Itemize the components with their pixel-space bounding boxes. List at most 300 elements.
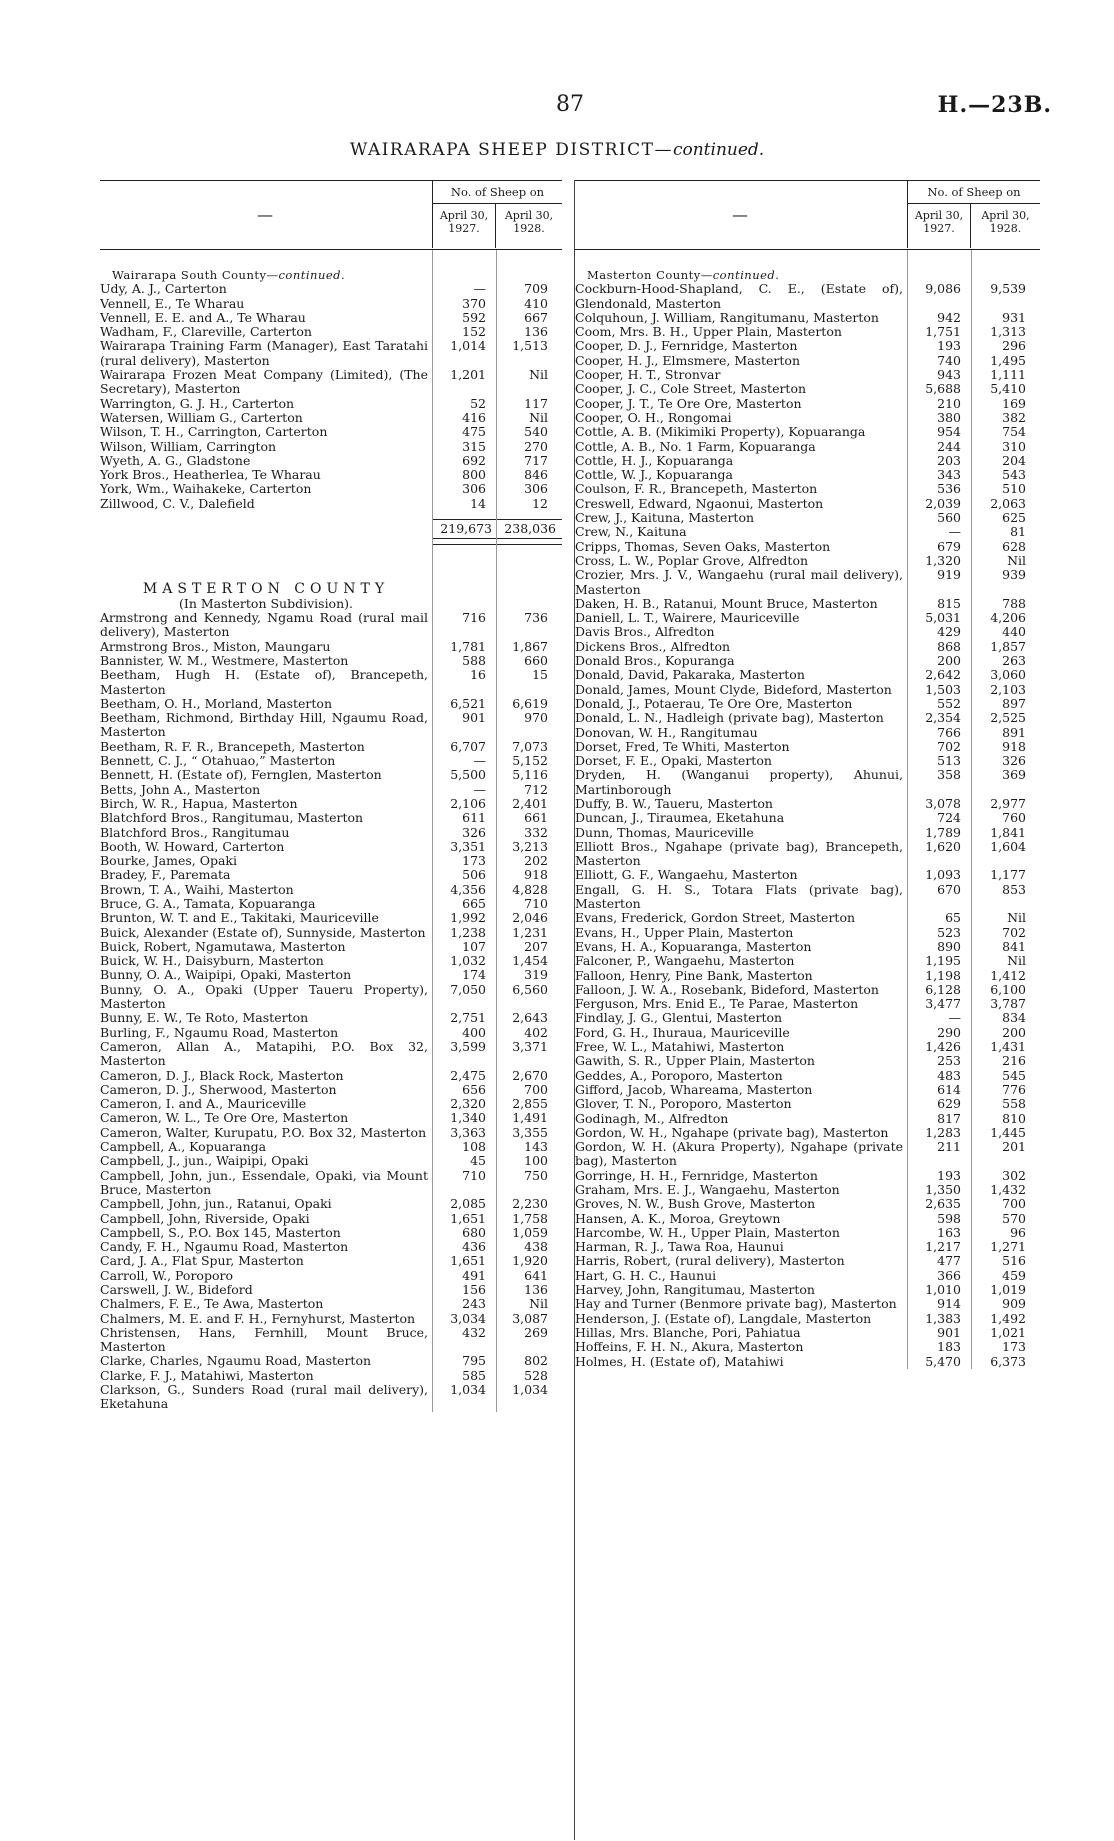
owner-name: Gifford, Jacob, Whareama, Masterton — [575, 1081, 813, 1097]
sheep-1928: 1,271 — [990, 1239, 1026, 1255]
sheep-1927: 174 — [462, 967, 486, 983]
owner-name: Cripps, Thomas, Seven Oaks, Masterton — [575, 538, 831, 554]
header-group: No. of Sheep on — [432, 181, 562, 204]
sheep-1927: 1,651 — [450, 1210, 486, 1226]
table-row — [100, 1111, 562, 1125]
owner-name: Carroll, W., Poroporo — [100, 1267, 233, 1283]
sheep-1928: 81 — [1010, 524, 1026, 540]
sheep-1927: 2,320 — [450, 1096, 486, 1112]
sheep-1927: 1,283 — [925, 1124, 961, 1140]
sheep-1928: 667 — [524, 309, 548, 325]
table-row — [100, 697, 562, 711]
sheep-1928: Nil — [529, 409, 548, 425]
sheep-1928: 3,787 — [990, 996, 1026, 1012]
table-row — [100, 368, 562, 397]
sheep-1927: 1,789 — [925, 824, 961, 840]
sheep-1928: 516 — [1002, 1253, 1026, 1269]
sheep-1928: 717 — [524, 452, 548, 468]
owner-name: Hoffeins, F. H. N., Akura, Masterton — [575, 1339, 804, 1355]
owner-name: Glover, T. N., Poroporo, Masterton — [575, 1096, 792, 1112]
column-rule — [971, 250, 972, 1369]
owner-name: Buick, Robert, Ngamutawa, Masterton — [100, 938, 346, 954]
sheep-1928: 641 — [524, 1267, 548, 1283]
sheep-1927: 1,383 — [925, 1310, 961, 1326]
rows-masterton — [100, 611, 562, 1412]
sheep-1928: 1,021 — [990, 1324, 1026, 1340]
sheep-1928: 15 — [532, 667, 548, 683]
table-row — [100, 611, 562, 640]
sheep-1927: 1,620 — [925, 838, 961, 854]
table-row — [100, 1226, 562, 1240]
sheep-1928: 5,116 — [512, 767, 548, 783]
owner-name: Donald, David, Pakaraka, Masterton — [575, 667, 805, 683]
sheep-1928: 918 — [524, 867, 548, 883]
sheep-1928: 1,841 — [990, 824, 1026, 840]
sheep-1928: 776 — [1002, 1081, 1026, 1097]
sheep-1927: 45 — [470, 1153, 486, 1169]
owner-name: Armstrong and Kennedy, Ngamu Road (rural mail delivery), Masterton — [100, 610, 428, 640]
sheep-1928: 4,206 — [990, 610, 1026, 626]
sheep-1928: 891 — [1002, 724, 1026, 740]
section-continued: continued. — [278, 268, 346, 282]
sheep-1927: 173 — [462, 853, 486, 869]
sheep-1927: 536 — [937, 481, 961, 497]
table-row — [100, 1069, 562, 1083]
sheep-1927: 800 — [462, 467, 486, 483]
owner-name: Holmes, H. (Estate of), Matahiwi — [575, 1353, 784, 1369]
sheep-1927: 326 — [462, 824, 486, 840]
owner-name: Gordon, W. H. (Akura Property), Ngahape (private bag), Masterton — [575, 1139, 903, 1169]
sheep-1927: 6,707 — [450, 738, 486, 754]
owner-name: Davis Bros., Alfredton — [575, 624, 715, 640]
sheep-1928: 754 — [1002, 424, 1026, 440]
sheep-1927: 901 — [937, 1324, 961, 1340]
sheep-1928: 1,034 — [512, 1382, 548, 1398]
sheep-1927: 107 — [462, 938, 486, 954]
sheep-1928: 1,491 — [512, 1110, 548, 1126]
sheep-1928: 545 — [1002, 1067, 1026, 1083]
sheep-1927: 2,635 — [925, 1196, 961, 1212]
owner-name: Betts, John A., Masterton — [100, 781, 261, 797]
sheep-1928: 4,828 — [512, 881, 548, 897]
sheep-1927: 890 — [937, 938, 961, 954]
table-row — [100, 854, 562, 868]
sheep-1928: 216 — [1002, 1053, 1026, 1069]
sheep-1927: 1,751 — [925, 324, 961, 340]
sheep-1928: 310 — [1002, 438, 1026, 454]
sheep-1927: 203 — [937, 452, 961, 468]
table-row — [100, 797, 562, 811]
sheep-1928: 9,539 — [990, 281, 1026, 297]
owner-name: Crozier, Mrs. J. V., Wangaehu (rural mail delivery), Masterton — [575, 567, 903, 597]
left-table-header — [100, 180, 562, 250]
table-row — [100, 711, 562, 740]
sheep-1928: 3,213 — [512, 838, 548, 854]
sheep-1927: 1,320 — [925, 552, 961, 568]
table-row — [100, 740, 562, 754]
owner-name: Crew, N., Kaituna — [575, 524, 687, 540]
table-row — [100, 1140, 562, 1154]
title-continued: continued. — [672, 140, 765, 160]
header-group: No. of Sheep on — [907, 181, 1040, 204]
sheep-1927: 290 — [937, 1024, 961, 1040]
sheep-1927: 9,086 — [925, 281, 961, 297]
section-continued: continued. — [712, 268, 780, 282]
sheep-1928: 2,046 — [512, 910, 548, 926]
sheep-1928: 201 — [1002, 1139, 1026, 1155]
owner-name: Campbell, A., Kopuaranga — [100, 1139, 267, 1155]
sheep-1927: 358 — [937, 767, 961, 783]
sheep-1927: 943 — [937, 367, 961, 383]
header-col-1927: April 30, 1927. — [432, 204, 496, 248]
right-table-header — [575, 180, 1040, 250]
sheep-1927: 592 — [462, 309, 486, 325]
sheep-1928: 143 — [524, 1139, 548, 1155]
sheep-1927: 2,106 — [450, 795, 486, 811]
owner-name: Harman, R. J., Tawa Roa, Haunui — [575, 1239, 784, 1255]
sheep-1928: 332 — [524, 824, 548, 840]
sheep-1927: 1,781 — [450, 638, 486, 654]
owner-name: Coom, Mrs. B. H., Upper Plain, Masterton — [575, 324, 842, 340]
sheep-1927: 436 — [462, 1239, 486, 1255]
table-row — [100, 1197, 562, 1211]
section-heading — [100, 268, 562, 282]
owner-name: Buick, W. H., Daisyburn, Masterton — [100, 953, 324, 969]
sheep-1928: 918 — [1002, 738, 1026, 754]
sheep-1928: 660 — [524, 652, 548, 668]
table-row — [100, 497, 562, 511]
sheep-1928: 169 — [1002, 395, 1026, 411]
owner-name: Wilson, T. H., Carrington, Carterton — [100, 424, 328, 440]
sheep-1928: 3,371 — [512, 1038, 548, 1054]
sheep-1927: 2,354 — [925, 710, 961, 726]
owner-name: Cameron, Allan A., Matapihi, P.O. Box 32, Masterton — [100, 1038, 428, 1069]
sheep-1928: 319 — [524, 967, 548, 983]
table-row — [100, 282, 562, 296]
sheep-1928: 628 — [1002, 538, 1026, 554]
owner-name: York Bros., Heatherlea, Te Wharau — [100, 467, 321, 483]
owner-name: Bradey, F., Paremata — [100, 867, 231, 883]
header-dash: — — [257, 205, 273, 224]
table-row — [100, 1026, 562, 1040]
owner-name: Dorset, Fred, Te Whiti, Masterton — [575, 738, 790, 754]
owner-name: Donovan, W. H., Rangitumau — [575, 724, 758, 740]
sheep-1928: 736 — [524, 610, 548, 626]
sheep-1928: 2,670 — [512, 1067, 548, 1083]
sheep-1928: 939 — [1002, 567, 1026, 583]
owner-name: Brown, T. A., Waihi, Masterton — [100, 881, 294, 897]
owner-name: Duncan, J., Tiraumea, Eketahuna — [575, 810, 785, 826]
sheep-1927: 2,039 — [925, 495, 961, 511]
sheep-1927: 1,992 — [450, 910, 486, 926]
sheep-1928: 263 — [1002, 653, 1026, 669]
owner-name: Ford, G. H., Ihuraua, Mauriceville — [575, 1024, 790, 1040]
owner-name: Hay and Turner (Benmore private bag), Masterton — [575, 1296, 897, 1312]
owner-name: Evans, Frederick, Gordon Street, Masterton — [575, 910, 856, 926]
sheep-1927: 306 — [462, 481, 486, 497]
sheep-1928: 1,867 — [512, 638, 548, 654]
owner-name: Cameron, D. J., Black Rock, Masterton — [100, 1067, 344, 1083]
owner-name: Bruce, G. A., Tamata, Kopuaranga — [100, 895, 316, 911]
table-row — [100, 983, 562, 1012]
owner-name: Creswell, Edward, Ngaonui, Masterton — [575, 495, 824, 511]
column-rule — [432, 250, 433, 1412]
sheep-1927: 724 — [937, 810, 961, 826]
sheep-1928: 100 — [524, 1153, 548, 1169]
sheep-1928: 788 — [1002, 595, 1026, 611]
sheep-1927: 343 — [937, 467, 961, 483]
document-reference: H.—23B. — [937, 92, 1052, 118]
owner-name: Chalmers, M. E. and F. H., Fernyhurst, Masterton — [100, 1310, 416, 1326]
owner-name: Findlay, J. G., Glentui, Masterton — [575, 1010, 783, 1026]
owner-name: Harvey, John, Rangitumau, Masterton — [575, 1282, 815, 1298]
owner-name: Elliott Bros., Ngahape (private bag), Brancepeth, Masterton — [575, 838, 903, 869]
sheep-1928: 2,401 — [512, 795, 548, 811]
sheep-1927: 477 — [937, 1253, 961, 1269]
sheep-1927: 598 — [937, 1210, 961, 1226]
table-row — [100, 1354, 562, 1368]
table-row — [100, 425, 562, 439]
owner-name: Harcombe, W. H., Upper Plain, Masterton — [575, 1224, 840, 1240]
owner-name: Evans, H. A., Kopuaranga, Masterton — [575, 938, 812, 954]
sheep-1927: 740 — [937, 352, 961, 368]
sheep-1927: 5,500 — [450, 767, 486, 783]
sheep-1928: 6,100 — [990, 981, 1026, 997]
sheep-1927: 163 — [937, 1224, 961, 1240]
sheep-1928: 1,019 — [990, 1282, 1026, 1298]
sheep-1928: 270 — [524, 438, 548, 454]
sheep-1928: 846 — [524, 467, 548, 483]
header-dash: — — [732, 205, 748, 224]
sheep-1927: 817 — [937, 1110, 961, 1126]
sheep-1928: 1,059 — [512, 1224, 548, 1240]
table-row — [100, 468, 562, 482]
sheep-1927: 513 — [937, 753, 961, 769]
sheep-1928: 834 — [1002, 1010, 1026, 1026]
table-row — [100, 411, 562, 425]
sheep-1927: 901 — [462, 710, 486, 726]
sheep-1927: 243 — [462, 1296, 486, 1312]
sheep-1927: 3,351 — [450, 838, 486, 854]
sheep-1927: 6,521 — [450, 695, 486, 711]
sheep-1928: 710 — [524, 895, 548, 911]
page-number: 87 — [556, 92, 584, 117]
sheep-1927: 629 — [937, 1096, 961, 1112]
owner-name: Christensen, Hans, Fernhill, Mount Bruce, Masterton — [100, 1324, 428, 1355]
sheep-1927: 400 — [462, 1024, 486, 1040]
owner-name: Cockburn-Hood-Shapland, C. E., (Estate of), Glendonald, Masterton — [575, 281, 903, 311]
sheep-1928: 625 — [1002, 510, 1026, 526]
sheep-1927: 491 — [462, 1267, 486, 1283]
sheep-1927: 380 — [937, 409, 961, 425]
owner-name: Bennett, H. (Estate of), Fernglen, Masterton — [100, 767, 382, 783]
owner-name: Cameron, W. L., Te Ore Ore, Masterton — [100, 1110, 349, 1126]
sheep-1927: 1,195 — [925, 953, 961, 969]
sheep-1927: 702 — [937, 738, 961, 754]
owner-name: Clarkson, G., Sunders Road (rural mail delivery), Eketahuna — [100, 1382, 428, 1412]
sheep-1928: 3,355 — [512, 1124, 548, 1140]
owner-name: Cooper, J. T., Te Ore Ore, Masterton — [575, 395, 802, 411]
owner-name: Bunny, O. A., Opaki (Upper Taueru Property), Masterton — [100, 981, 428, 1012]
sheep-1927: — — [948, 1010, 961, 1026]
section-name: Masterton County— — [587, 268, 713, 282]
sheep-1928: 750 — [524, 1167, 548, 1183]
sheep-1928: 1,492 — [990, 1310, 1026, 1326]
sheep-1928: 853 — [1002, 881, 1026, 897]
sheep-1928: 802 — [524, 1353, 548, 1369]
title-main: WAIRARAPA SHEEP DISTRICT— — [349, 140, 673, 160]
sheep-1927: 183 — [937, 1339, 961, 1355]
owner-name: Bunny, E. W., Te Roto, Masterton — [100, 1010, 309, 1026]
owner-name: Bannister, W. M., Westmere, Masterton — [100, 652, 349, 668]
owner-name: Cooper, H. T., Stronvar — [575, 367, 721, 383]
owner-name: Blatchford Bros., Rangitumau — [100, 824, 290, 840]
owner-name: Clarke, Charles, Ngaumu Road, Masterton — [100, 1353, 372, 1369]
owner-name: Cooper, J. C., Cole Street, Masterton — [575, 381, 807, 397]
owner-name: Falloon, J. W. A., Rosebank, Bideford, Masterton — [575, 981, 879, 997]
sheep-1928: 1,758 — [512, 1210, 548, 1226]
sheep-1928: 1,857 — [990, 638, 1026, 654]
sheep-1927: 1,032 — [450, 953, 486, 969]
sheep-1927: 108 — [462, 1139, 486, 1155]
owner-name: Ferguson, Mrs. Enid E., Te Parae, Masterton — [575, 996, 859, 1012]
owner-name: Falconer, P., Wangaehu, Masterton — [575, 953, 795, 969]
sheep-1928: 402 — [524, 1024, 548, 1040]
sheep-1927: 868 — [937, 638, 961, 654]
table-row — [100, 1126, 562, 1140]
table-row — [100, 1097, 562, 1111]
owner-name: Wairarapa Training Farm (Manager), East Taratahi (rural delivery), Masterton — [100, 338, 428, 368]
sheep-1928: 661 — [524, 810, 548, 826]
owner-name: Hillas, Mrs. Blanche, Pori, Pahiatua — [575, 1324, 801, 1340]
sheep-1928: 1,920 — [512, 1253, 548, 1269]
sheep-1927: 588 — [462, 652, 486, 668]
sheep-1927: 5,688 — [925, 381, 961, 397]
sheep-1928: 528 — [524, 1367, 548, 1383]
owner-name: Cottle, H. J., Kopuaranga — [575, 452, 734, 468]
table-row — [100, 868, 562, 882]
sheep-1928: 3,060 — [990, 667, 1026, 683]
sheep-1927: 1,426 — [925, 1039, 961, 1055]
sheep-1927: 370 — [462, 295, 486, 311]
sheep-1927: 3,034 — [450, 1310, 486, 1326]
table-row — [100, 826, 562, 840]
sheep-1927: 193 — [937, 1167, 961, 1183]
owner-name: Card, J. A., Flat Spur, Masterton — [100, 1253, 304, 1269]
table-row — [100, 482, 562, 496]
owner-name: Campbell, John, jun., Ratanui, Opaki — [100, 1196, 332, 1212]
sheep-1928: 302 — [1002, 1167, 1026, 1183]
sheep-1928: 540 — [524, 424, 548, 440]
owner-name: Donald Bros., Kopuranga — [575, 653, 735, 669]
section-name: Wairarapa South County— — [112, 268, 279, 282]
owner-name: Cross, L. W., Poplar Grove, Alfredton — [575, 552, 809, 568]
owner-name: Colquhoun, J. William, Rangitumanu, Masterton — [575, 309, 879, 325]
table-row — [100, 640, 562, 654]
sheep-1927: 710 — [462, 1167, 486, 1183]
owner-name: Vennell, E., Te Wharau — [100, 295, 245, 311]
owner-name: Daken, H. B., Ratanui, Mount Bruce, Masterton — [575, 595, 878, 611]
column-rule — [496, 250, 497, 1412]
owner-name: Free, W. L., Matahiwi, Masterton — [575, 1039, 785, 1055]
owner-name: Harris, Robert, (rural delivery), Masterton — [575, 1253, 845, 1269]
sheep-1928: 1,454 — [512, 953, 548, 969]
sheep-1928: 1,432 — [990, 1182, 1026, 1197]
total-1928: 238,036 — [496, 519, 562, 539]
owner-name: Engall, G. H. S., Totara Flats (private bag), Masterton — [575, 881, 903, 912]
owner-name: Cottle, A. B., No. 1 Farm, Kopuaranga — [575, 438, 816, 454]
sheep-1928: 7,073 — [512, 738, 548, 754]
owner-name: Cottle, A. B. (Mikimiki Property), Kopuaranga — [575, 424, 866, 440]
owner-name: Udy, A. J., Carterton — [100, 281, 227, 297]
sheep-1927: 585 — [462, 1367, 486, 1383]
sheep-1927: 914 — [937, 1296, 961, 1312]
owner-name: Cooper, H. J., Elmsmere, Masterton — [575, 352, 800, 368]
owner-name: Chalmers, F. E., Te Awa, Masterton — [100, 1296, 324, 1312]
sheep-1928: 1,604 — [990, 838, 1026, 854]
owner-name: Evans, H., Upper Plain, Masterton — [575, 924, 794, 940]
owner-name: Daniell, L. T., Wairere, Mauriceville — [575, 610, 800, 626]
sheep-1927: 1,503 — [925, 681, 961, 697]
total-double-rule — [100, 539, 562, 545]
sheep-1927: 416 — [462, 409, 486, 425]
owner-name: Beetham, Richmond, Birthday Hill, Ngaumu Road, Masterton — [100, 710, 428, 740]
sheep-1927: 65 — [945, 910, 961, 926]
right-column — [575, 180, 1040, 1369]
section-title: MASTERTON COUNTY — [142, 581, 390, 598]
sheep-1928: Nil — [529, 367, 548, 383]
table-row — [100, 1269, 562, 1283]
sheep-1927: 4,356 — [450, 881, 486, 897]
sheep-1927: 1,198 — [925, 967, 961, 983]
owner-name: Brunton, W. T. and E., Takitaki, Mauriceville — [100, 910, 379, 926]
sheep-1927: 366 — [937, 1267, 961, 1283]
table-row — [100, 1011, 562, 1025]
sheep-1928: 810 — [1002, 1110, 1026, 1126]
sheep-1928: 1,495 — [990, 352, 1026, 368]
sheep-1927: 942 — [937, 309, 961, 325]
sheep-1927: 1,093 — [925, 867, 961, 883]
sheep-1927: 680 — [462, 1224, 486, 1240]
sheep-1928: 96 — [1010, 1224, 1026, 1240]
table-row — [100, 1154, 562, 1168]
table-row — [100, 1169, 562, 1198]
sheep-1927: 1,010 — [925, 1282, 961, 1298]
sheep-1927: 52 — [470, 395, 486, 411]
sheep-1928: 2,103 — [990, 681, 1026, 697]
table-row — [100, 440, 562, 454]
owner-name: Booth, W. Howard, Carterton — [100, 838, 285, 854]
rows-wairarapa-south — [100, 282, 562, 511]
sheep-1928: 306 — [524, 481, 548, 497]
sheep-1928: 438 — [524, 1239, 548, 1255]
sheep-1927: 5,031 — [925, 610, 961, 626]
sheep-1927: 6,128 — [925, 981, 961, 997]
owner-name: Coulson, F. R., Brancepeth, Masterton — [575, 481, 818, 497]
owner-name: Gawith, S. R., Upper Plain, Masterton — [575, 1053, 815, 1069]
owner-name: York, Wm., Waihakeke, Carterton — [100, 481, 312, 497]
sheep-1928: 382 — [1002, 409, 1026, 425]
sheep-1928: Nil — [1007, 953, 1026, 969]
sheep-1928: 2,855 — [512, 1096, 548, 1112]
sheep-1927: 315 — [462, 438, 486, 454]
table-row — [100, 783, 562, 797]
table-row — [100, 1040, 562, 1069]
sheep-1928: 204 — [1002, 452, 1026, 468]
sheep-1928: 1,513 — [512, 338, 548, 354]
sheep-1927: 766 — [937, 724, 961, 740]
sheep-1928: 1,231 — [512, 924, 548, 940]
